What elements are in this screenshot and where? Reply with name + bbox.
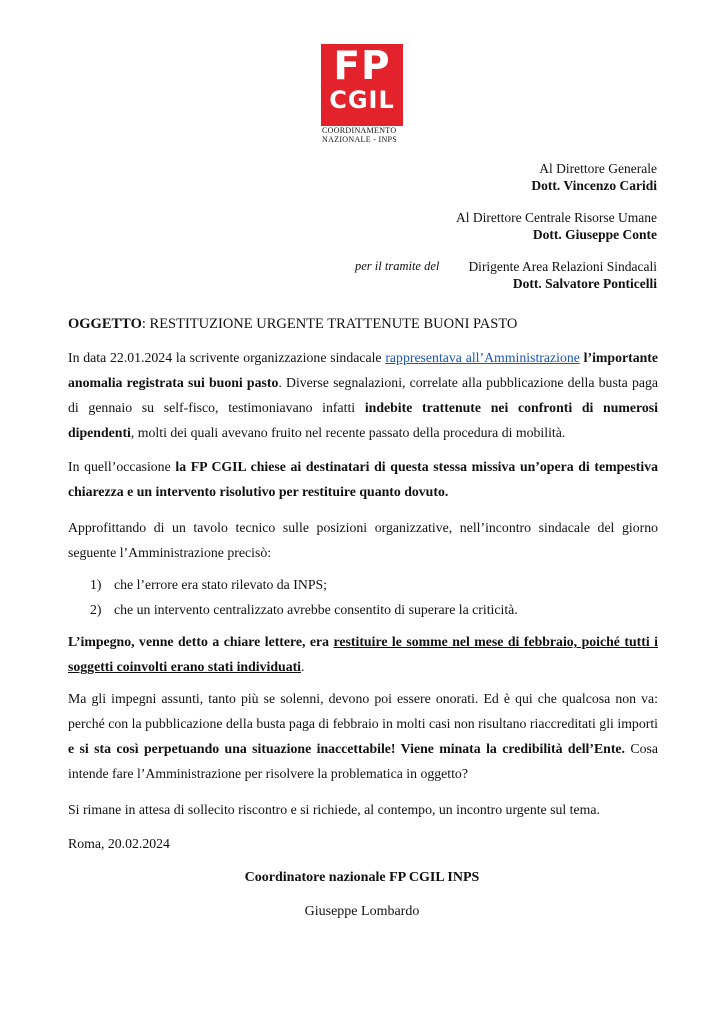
p1-bold-2: indebite trattenute nei confronti di numerosi dipendenti	[68, 400, 658, 440]
logo-subtitle	[322, 126, 422, 144]
p4-bold-1: L’impegno, venne detto a chiare lettere, era	[68, 634, 334, 649]
p2-bold-1: la FP CGIL chiese ai destinatari di questa stessa missiva un’opera di tempestiva chiarezza e un intervento risolutivo per restituire quanto dovuto.	[68, 459, 659, 499]
letter-date: Roma, 20.02.2024	[68, 836, 170, 851]
list-item	[90, 572, 327, 597]
p2-text-1: In quell’occasione	[68, 459, 176, 474]
via-label: per il tramite del	[355, 259, 440, 273]
p1-bold-1: l’importante anomalia registrata sui buoni pasto	[68, 350, 658, 390]
recipient-2-name: Dott. Giuseppe Conte	[532, 227, 657, 242]
paragraph-3	[68, 515, 658, 565]
subject-label: OGGETTO	[68, 316, 142, 332]
paragraph-4	[68, 629, 658, 679]
logo-line-cgil: CGIL	[329, 86, 395, 114]
p1-text-2: . Diverse segnalazioni, correlate alla pubblicazione della busta paga di gennaio su self-fisco, testimoniavano infatti	[68, 375, 658, 415]
p5-text-1: Ma gli impegni assunti, tanto più se solenni, devono poi essere onorati. Ed è qui che qualcosa non va: perché con la pubblicazione della busta paga di febbraio in molti casi non risultano riaccreditati gli importi	[68, 691, 658, 731]
signature-title: Coordinatore nazionale FP CGIL INPS	[244, 870, 480, 885]
subject-text: : RESTITUZIONE URGENTE TRATTENUTE BUONI PASTO	[141, 316, 518, 332]
recipient-2-role: Al Direttore Centrale Risorse Umane	[456, 210, 657, 225]
list-number-2: 2)	[90, 602, 102, 617]
signature-name: Giuseppe Lombardo	[304, 904, 420, 919]
list-text-2: che un intervento centralizzato avrebbe consentito di superare la criticità.	[114, 602, 518, 617]
paragraph-5	[68, 686, 658, 786]
p5-bold-1: e si sta così perpetuando una situazione inaccettabile! Viene minata la credibilità dell’Ente.	[68, 741, 626, 756]
p3-text-1: Approfittando di un tavolo tecnico sulle posizioni organizzative, nell’incontro sindacale del giorno seguente l’Amministrazione precisò:	[68, 520, 658, 560]
p1-text-3: , molti dei quali avevano fruito nel recente passato della procedura di mobilità.	[130, 425, 566, 440]
list-text-1: che l’errore era stato rilevato da INPS;	[114, 577, 327, 592]
paragraph-6	[68, 797, 658, 822]
recipient-3-name: Dott. Salvatore Ponticelli	[512, 276, 657, 291]
recipient-block-3	[461, 258, 657, 292]
recipient-1-name: Dott. Vincenzo Caridi	[531, 178, 657, 193]
subject-line	[68, 316, 517, 333]
p4-underlined: restituire le somme nel mese di febbraio, poiché tutti i soggetti coinvolti erano stati individuati	[68, 634, 658, 674]
recipient-3-role: Dirigente Area Relazioni Sindacali	[468, 259, 657, 274]
recipient-block-1	[460, 160, 657, 194]
recipient-block-2	[420, 209, 657, 243]
list-item	[90, 597, 518, 622]
p6-text-1: Si rimane in attesa di sollecito riscontro e si richiede, al contempo, un incontro urgente sul tema.	[68, 802, 600, 817]
paragraph-1	[68, 345, 658, 445]
logo-line-fp: FP	[333, 44, 391, 89]
p5-text-2: Cosa intende fare l’Amministrazione per risolvere la problematica in oggetto?	[68, 741, 659, 781]
logo-subtitle-line1: COORDINAMENTO	[322, 126, 397, 135]
recipient-1-role: Al Direttore Generale	[539, 161, 657, 176]
logo-subtitle-line2: NAZIONALE - INPS	[322, 135, 398, 144]
paragraph-2	[68, 454, 658, 504]
p1-text-1: In data 22.01.2024 la scrivente organizzazione sindacale	[68, 350, 386, 365]
p1-link[interactable]: rappresentava all’Amministrazione	[385, 350, 580, 365]
p4-text-1: .	[301, 659, 305, 674]
fp-cgil-logo	[321, 44, 403, 126]
list-number-1: 1)	[90, 577, 102, 592]
